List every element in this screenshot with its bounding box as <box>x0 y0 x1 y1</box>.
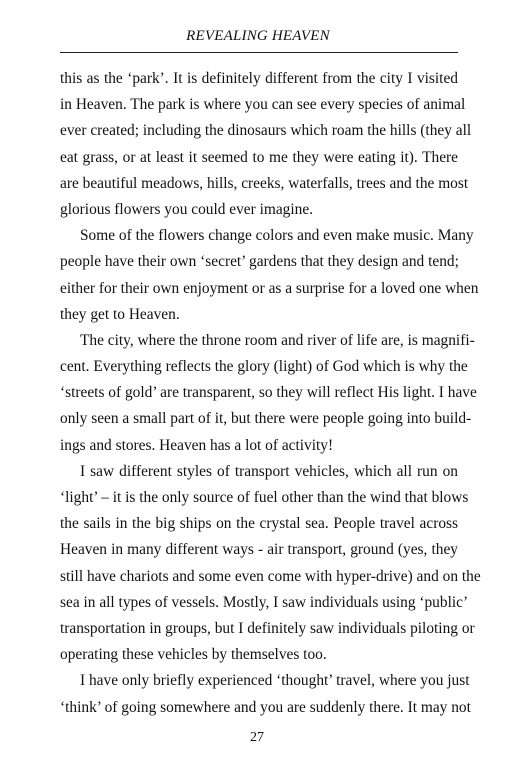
text-line: ‘streets of gold’ are transparent, so they will reflect His light. I have <box>60 384 477 402</box>
text-line: only seen a small part of it, but there were people going into build- <box>60 410 472 428</box>
page-number: 27 <box>250 730 264 745</box>
text-line: they get to Heaven. <box>60 305 180 323</box>
text-line: I have only briefly experienced ‘thought’ travel, where you just <box>80 672 470 690</box>
text-line: The city, where the throne room and river of life are, is magnifi- <box>80 331 475 349</box>
paragraph-2 <box>60 223 479 328</box>
running-head: REVEALING HEAVEN <box>186 28 330 44</box>
header-rule <box>60 52 458 53</box>
text-line: ever created; including the dinosaurs which roam the hills (they all <box>60 122 472 140</box>
text-line: this as the ‘park’. It is definitely different from the city I visited <box>60 70 458 87</box>
text-line: are beautiful meadows, hills, creeks, waterfalls, trees and the most <box>60 174 469 192</box>
text-line: in Heaven. The park is where you can see every species of animal <box>60 96 466 114</box>
paragraph-3 <box>60 328 477 459</box>
text-line: Heaven in many different ways - air transport, ground (yes, they <box>60 541 458 559</box>
text-line: ings and stores. Heaven has a lot of activity! <box>60 436 334 454</box>
text-line: the sails in the big ships on the crystal sea. People travel across <box>60 515 458 533</box>
text-line: either for their own enjoyment or as a surprise for a loved one when <box>60 279 479 297</box>
text-line: operating these vehicles by themselves too. <box>60 646 327 664</box>
text-line: cent. Everything reflects the glory (light) of God which is why the <box>60 358 468 376</box>
paragraph-5 <box>60 668 471 720</box>
body-text <box>60 66 481 721</box>
paragraph-1 <box>60 66 472 223</box>
paragraph-4 <box>60 459 481 669</box>
text-line: I saw different styles of transport vehicles, which all run on <box>80 462 458 480</box>
text-line: ‘think’ of going somewhere and you are suddenly there. It may not <box>60 698 471 716</box>
text-line: transportation in groups, but I definitely saw individuals piloting or <box>60 619 475 637</box>
text-line: ‘light’ – it is the only source of fuel other than the wind that blows <box>60 489 469 506</box>
text-line: people have their own ‘secret’ gardens that they design and tend; <box>60 253 459 271</box>
text-line: eat grass, or at least it seemed to me they were eating it). There <box>60 148 458 166</box>
text-line: sea in all types of vessels. Mostly, I saw individuals using ‘public’ <box>60 593 469 611</box>
text-line: glorious flowers you could ever imagine. <box>60 200 314 218</box>
text-line: Some of the flowers change colors and even make music. Many <box>80 227 474 245</box>
text-line: still have chariots and some even come with hyper-drive) and on the <box>60 567 481 585</box>
